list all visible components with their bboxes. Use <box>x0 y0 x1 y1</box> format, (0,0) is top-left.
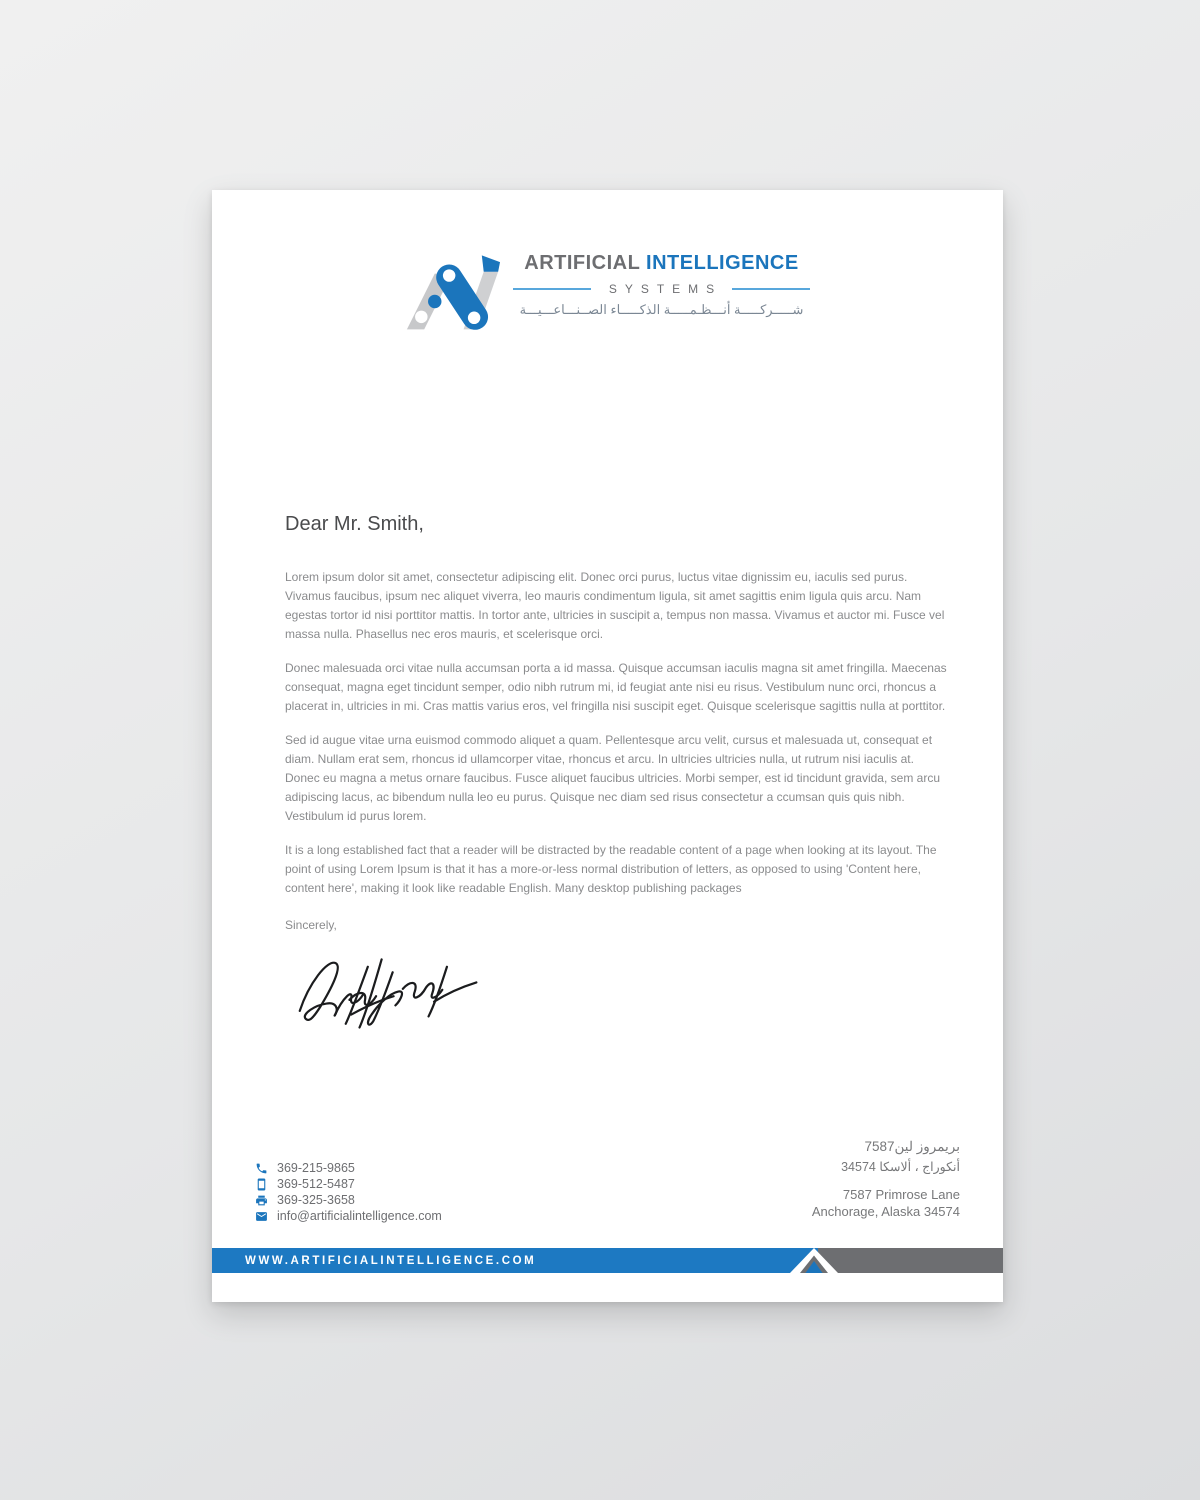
paragraph-3: Sed id augue vitae urna euismod commodo aliquet a quam. Pellentesque arcu velit, cursus et malesuada ut, consequat et diam. Nullam erat sem, rhoncus id ullamcorper vitae, rhoncus et arcu. In ultricies ultricies nulla, ut rutrum nisi iaculis at. Donec eu magna a metus ornare faucibus. Fusce aliquet faucibus ultricies. Morbi semper, est id tincidunt gravida, sem arcu adipiscing lacus, ac bibendum nulla leo eu purus. Quisque nec diam sed risus consectetur a ccumsan quis quis nibh. Vestibulum id purus lorem. <box>285 733 940 823</box>
contact-phone-value: 369-215-9865 <box>277 1161 355 1175</box>
brand-subtitle: SYSTEMS <box>608 282 723 296</box>
brand-tagline-arabic: شـــــركـــــة أنـــظـمـــــة الذكـــــاء الصــنـــاعـــيـــة <box>519 302 804 317</box>
contact-fax-value: 369-325-3658 <box>277 1193 355 1207</box>
paragraph-4: It is a long established fact that a reader will be distracted by the readable content of a page when looking at its layout. The point of using Lorem Ipsum is that it has a more-or-less normal distribution of letters, as opposed to using 'Content here, content here', making it look like readable English. Many desktop publishing packages <box>285 843 937 895</box>
address-block <box>812 1138 960 1220</box>
contact-row-fax <box>255 1192 442 1208</box>
brand-subtitle-row <box>513 282 810 296</box>
contact-row-phone <box>255 1160 442 1176</box>
phone-icon <box>255 1162 268 1175</box>
footer-bar <box>212 1248 1003 1273</box>
mobile-icon <box>255 1178 268 1191</box>
letter-body <box>285 512 947 1033</box>
address-arabic-line1: بريمروز لين7587 <box>864 1139 960 1154</box>
address-arabic-line2: أنكوراج ، ألاسكا 34574 <box>841 1160 960 1174</box>
address-line2: Anchorage, Alaska 34574 <box>811 1204 960 1219</box>
contact-email-value: info@artificialintelligence.com <box>277 1209 442 1223</box>
brand-name-artificial: ARTIFICIAL <box>524 252 640 274</box>
printer-icon <box>255 1194 268 1207</box>
closing: Sincerely, <box>285 918 337 932</box>
email-icon <box>255 1210 268 1223</box>
website-url: WWW.ARTIFICIALINTELLIGENCE.COM <box>245 1255 537 1267</box>
brand-name <box>524 252 798 275</box>
salutation: Dear Mr. Smith, <box>285 513 424 535</box>
bar-gray-segment <box>818 1248 1003 1273</box>
letterhead-page <box>212 190 1003 1302</box>
paragraph-2: Donec malesuada orci vitae nulla accumsan porta a id massa. Quisque accumsan iaculis magna sit amet fringilla. Maecenas consequat, magna eget tincidunt semper, odio nibh rutrum mi, id feugiat ante nisi eu risus. Vestibulum nunc orci, rhoncus a placerat in, ultricies in mi. Cras mattis varius eros, vel fringilla nisi suscipit eget. Quisque scelerisque sagittis nulla at porttitor. <box>285 661 947 713</box>
brand-subtitle-rule-right <box>732 288 810 290</box>
address-english <box>812 1186 960 1220</box>
contact-list <box>255 1160 442 1224</box>
contact-row-mobile <box>255 1176 442 1192</box>
paragraph-1: Lorem ipsum dolor sit amet, consectetur adipiscing elit. Donec orci purus, luctus vitae dignissim eu, iaculis sed purus. Vivamus faucibus, ipsum nec aliquet viverra, leo mauris condimentum ligula, sit amet sagittis enim ligula quis arcu. Nam egestas tortor id nisi porttitor mattis. In tortor ante, ultricies in suscipit a, tempus non massa. Vivamus et auctor mi. Fusce vel massa nulla. Phasellus nec eros mauris, et scelerisque orci. <box>285 570 945 641</box>
contact-mobile-value: 369-512-5487 <box>277 1177 355 1191</box>
brand-wordmark <box>513 246 810 318</box>
signature-image <box>287 941 502 1033</box>
brand-name-intelligence: INTELLIGENCE <box>646 252 799 274</box>
footer-mark-icon <box>790 1248 838 1273</box>
brand-logo-icon <box>405 246 501 332</box>
brand-subtitle-rule-left <box>513 288 591 290</box>
address-line1: 7587 Primrose Lane <box>842 1187 960 1202</box>
contact-row-email <box>255 1208 442 1224</box>
brand-logo <box>212 246 1003 332</box>
